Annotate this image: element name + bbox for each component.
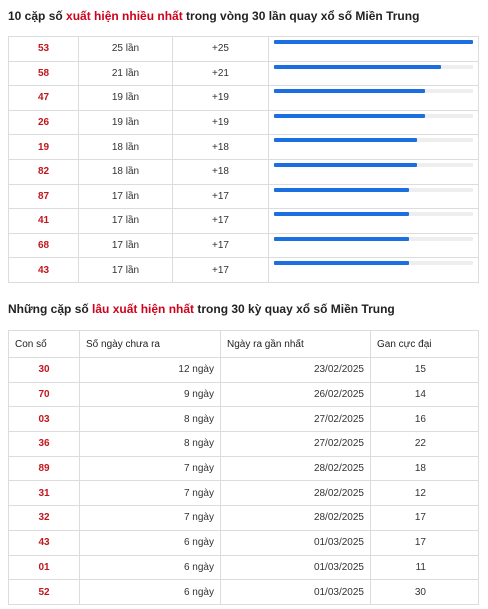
table-row [9, 555, 479, 580]
frequency-bar-fill [274, 163, 417, 167]
frequency-bar-cell [269, 86, 479, 111]
table-row [9, 209, 479, 234]
occurrence-delta: +18 [173, 135, 269, 160]
frequency-bar-track [274, 138, 473, 142]
max-gap: 18 [371, 456, 479, 481]
days-not-drawn: 7 ngày [80, 456, 221, 481]
occurrence-count: 19 lần [79, 86, 173, 111]
table-row [9, 481, 479, 506]
pair-number: 19 [9, 135, 79, 160]
pair-number: 47 [9, 86, 79, 111]
days-not-drawn: 6 ngày [80, 580, 221, 605]
header-gan-cuc-dai: Gan cực đại [371, 331, 479, 358]
heading-text-highlight: lâu xuất hiện nhất [92, 302, 195, 316]
table-row [9, 61, 479, 86]
occurrence-count: 17 lần [79, 209, 173, 234]
days-not-drawn: 7 ngày [80, 506, 221, 531]
days-not-drawn: 7 ngày [80, 481, 221, 506]
days-not-drawn: 9 ngày [80, 382, 221, 407]
frequency-bar-fill [274, 65, 441, 69]
frequency-bar-track [274, 188, 473, 192]
table-row [9, 456, 479, 481]
max-gap: 17 [371, 530, 479, 555]
table-row [9, 506, 479, 531]
frequency-bar-track [274, 212, 473, 216]
frequency-bar-track [274, 163, 473, 167]
table-row [9, 159, 479, 184]
overdue-pairs-heading [8, 302, 395, 316]
table-row [9, 233, 479, 258]
pair-number: 70 [9, 382, 80, 407]
days-not-drawn: 6 ngày [80, 555, 221, 580]
last-drawn-date: 27/02/2025 [221, 407, 371, 432]
occurrence-delta: +25 [173, 37, 269, 62]
last-drawn-date: 28/02/2025 [221, 481, 371, 506]
last-drawn-date: 23/02/2025 [221, 358, 371, 383]
table-row [9, 135, 479, 160]
occurrence-count: 25 lần [79, 37, 173, 62]
heading-text-pre: Những cặp số [8, 302, 93, 316]
max-gap: 15 [371, 358, 479, 383]
occurrence-count: 18 lần [79, 135, 173, 160]
max-gap: 11 [371, 555, 479, 580]
heading-text-highlight: xuất hiện nhiều nhất [66, 9, 183, 23]
frequency-bar-fill [274, 212, 409, 216]
heading-text-post: trong vòng 30 lần quay xổ số Miền Trung [182, 9, 420, 23]
frequency-bar-cell [269, 209, 479, 234]
occurrence-count: 19 lần [79, 110, 173, 135]
frequency-bar-fill [274, 114, 425, 118]
frequency-bar-fill [274, 188, 409, 192]
table-row [9, 86, 479, 111]
max-gap: 16 [371, 407, 479, 432]
max-gap: 14 [371, 382, 479, 407]
pair-number: 58 [9, 61, 79, 86]
frequency-bar-fill [274, 89, 425, 93]
table-header-row [9, 331, 479, 358]
pair-number: 30 [9, 358, 80, 383]
pair-number: 87 [9, 184, 79, 209]
pair-number: 52 [9, 580, 80, 605]
max-gap: 30 [371, 580, 479, 605]
frequency-bar-fill [274, 261, 409, 265]
table-row [9, 407, 479, 432]
table-row [9, 358, 479, 383]
table-row [9, 580, 479, 605]
frequency-bar-track [274, 89, 473, 93]
max-gap: 17 [371, 506, 479, 531]
table-row [9, 184, 479, 209]
pair-number: 53 [9, 37, 79, 62]
frequency-bar-track [274, 261, 473, 265]
frequency-bar-track [274, 65, 473, 69]
last-drawn-date: 28/02/2025 [221, 506, 371, 531]
last-drawn-date: 28/02/2025 [221, 456, 371, 481]
frequency-bar-fill [274, 138, 417, 142]
occurrence-delta: +19 [173, 86, 269, 111]
frequency-bar-track [274, 114, 473, 118]
frequency-bar-fill [274, 40, 473, 44]
heading-text-post: trong 30 kỳ quay xổ số Miền Trung [194, 302, 395, 316]
days-not-drawn: 8 ngày [80, 432, 221, 457]
frequency-bar-track [274, 237, 473, 241]
pair-number: 41 [9, 209, 79, 234]
table-row [9, 37, 479, 62]
pair-number: 31 [9, 481, 80, 506]
occurrence-delta: +17 [173, 209, 269, 234]
pair-number: 36 [9, 432, 80, 457]
occurrence-delta: +17 [173, 233, 269, 258]
pair-number: 43 [9, 530, 80, 555]
frequency-bar-cell [269, 61, 479, 86]
days-not-drawn: 12 ngày [80, 358, 221, 383]
last-drawn-date: 01/03/2025 [221, 580, 371, 605]
pair-number: 68 [9, 233, 79, 258]
occurrence-count: 17 lần [79, 233, 173, 258]
table-row [9, 432, 479, 457]
last-drawn-date: 27/02/2025 [221, 432, 371, 457]
max-gap: 22 [371, 432, 479, 457]
occurrence-count: 17 lần [79, 258, 173, 283]
heading-text-pre: 10 cặp số [8, 9, 67, 23]
frequency-bar-cell [269, 110, 479, 135]
occurrence-count: 21 lần [79, 61, 173, 86]
table-row [9, 530, 479, 555]
header-con-so: Con số [9, 331, 80, 358]
frequency-bar-cell [269, 233, 479, 258]
last-drawn-date: 01/03/2025 [221, 530, 371, 555]
days-not-drawn: 6 ngày [80, 530, 221, 555]
frequency-bar-fill [274, 237, 409, 241]
pair-number: 43 [9, 258, 79, 283]
occurrence-count: 17 lần [79, 184, 173, 209]
occurrence-delta: +17 [173, 184, 269, 209]
occurrence-count: 18 lần [79, 159, 173, 184]
overdue-pairs-table [8, 330, 479, 605]
last-drawn-date: 01/03/2025 [221, 555, 371, 580]
pair-number: 03 [9, 407, 80, 432]
occurrence-delta: +17 [173, 258, 269, 283]
frequency-bar-cell [269, 159, 479, 184]
table-row [9, 382, 479, 407]
table-row [9, 110, 479, 135]
pair-number: 26 [9, 110, 79, 135]
frequent-pairs-heading [8, 9, 419, 23]
pair-number: 89 [9, 456, 80, 481]
pair-number: 82 [9, 159, 79, 184]
frequent-pairs-table [8, 36, 479, 283]
frequency-bar-track [274, 40, 473, 44]
occurrence-delta: +19 [173, 110, 269, 135]
frequency-bar-cell [269, 135, 479, 160]
table-row [9, 258, 479, 283]
header-so-ngay-chua-ra: Số ngày chưa ra [80, 331, 221, 358]
occurrence-delta: +18 [173, 159, 269, 184]
frequency-bar-cell [269, 258, 479, 283]
pair-number: 32 [9, 506, 80, 531]
occurrence-delta: +21 [173, 61, 269, 86]
last-drawn-date: 26/02/2025 [221, 382, 371, 407]
frequency-bar-cell [269, 37, 479, 62]
max-gap: 12 [371, 481, 479, 506]
header-ngay-ra-gan-nhat: Ngày ra gần nhất [221, 331, 371, 358]
frequency-bar-cell [269, 184, 479, 209]
days-not-drawn: 8 ngày [80, 407, 221, 432]
pair-number: 01 [9, 555, 80, 580]
